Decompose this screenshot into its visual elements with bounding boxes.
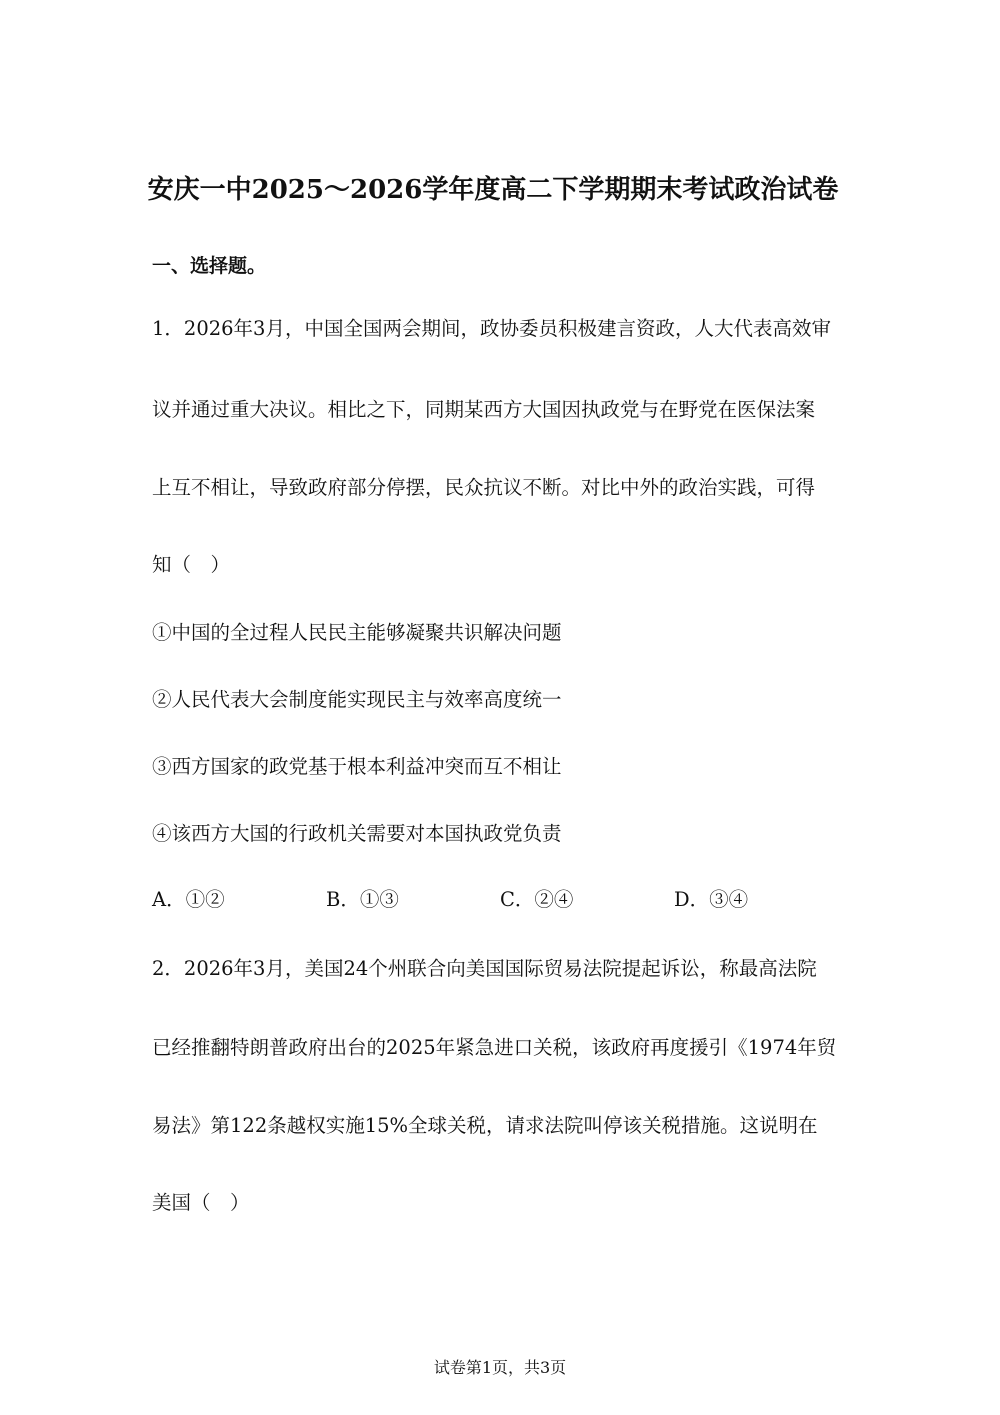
option-b: B．①③ xyxy=(326,888,399,911)
question-1-stem-line-3: 上互不相让，导致政府部分停摆，民众抗议不断。对比中外的政治实践，可得 xyxy=(152,476,816,499)
option-c: C．②④ xyxy=(500,888,574,911)
question-1-statement-4: ④该西方大国的行政机关需要对本国执政党负责 xyxy=(152,822,562,845)
option-d: D．③④ xyxy=(674,888,749,911)
question-1-stem-line-1: 1．2026年3月，中国全国两会期间，政协委员积极建言资政，人大代表高效审 xyxy=(152,317,831,340)
question-1-statement-2: ②人民代表大会制度能实现民主与效率高度统一 xyxy=(152,688,562,711)
question-2-stem-line-3: 易法》第122条越权实施15%全球关税，请求法院叫停该关税措施。这说明在 xyxy=(152,1114,818,1137)
question-1-statement-3: ③西方国家的政党基于根本利益冲突而互不相让 xyxy=(152,755,562,778)
question-2-stem-line-1: 2．2026年3月，美国24个州联合向美国国际贸易法院提起诉讼，称最高法院 xyxy=(152,957,817,980)
question-1-stem-line-4: 知（ ） xyxy=(152,553,231,576)
page-footer: 试卷第1页，共3页 xyxy=(433,1358,567,1377)
question-1-stem-line-2: 议并通过重大决议。相比之下，同期某西方大国因执政党与在野党在医保法案 xyxy=(152,398,816,421)
question-2-stem-line-4: 美国（ ） xyxy=(152,1191,250,1214)
question-2-stem-line-2: 已经推翻特朗普政府出台的2025年紧急进口关税，该政府再度援引《1974年贸 xyxy=(152,1036,837,1059)
exam-title: 安庆一中2025～2026学年度高二下学期期末考试政治试卷 xyxy=(147,175,839,205)
option-a: A．①② xyxy=(152,888,225,911)
question-1-statement-1: ①中国的全过程人民民主能够凝聚共识解决问题 xyxy=(152,621,562,644)
section-heading: 一、选择题。 xyxy=(152,255,267,277)
question-1-options xyxy=(152,887,852,913)
